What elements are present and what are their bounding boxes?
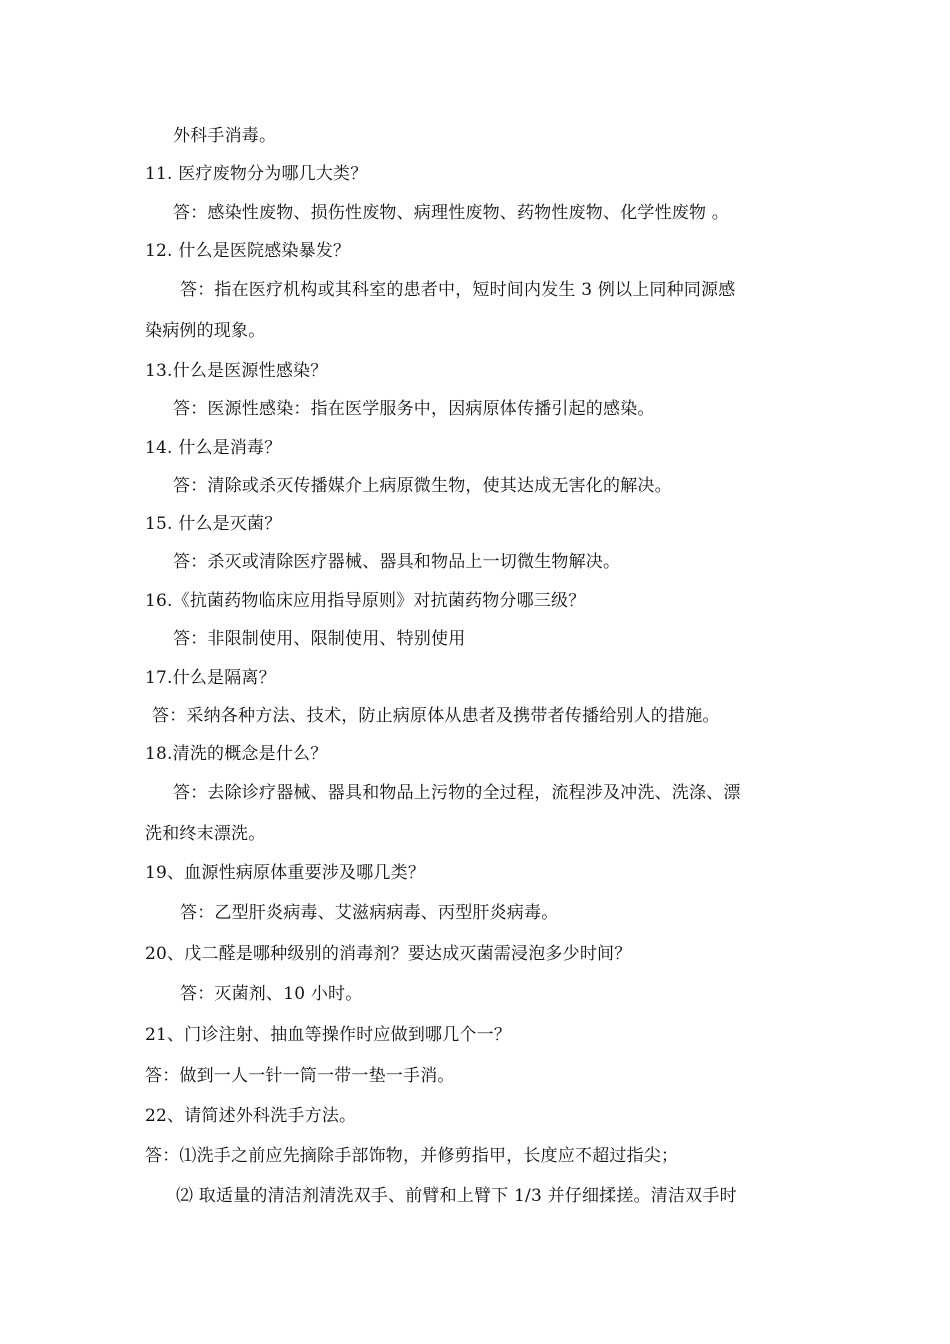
answer-15: 答：杀灭或清除医疗器械、器具和物品上一切微生物解决。 xyxy=(173,552,621,572)
answer-18-continued: 洗和终末漂洗。 xyxy=(145,824,266,844)
answer-17: 答：采纳各种方法、技术，防止病原体从患者及携带者传播给别人的措施。 xyxy=(152,706,720,726)
answer-14: 答：清除或杀灭传播媒介上病原微生物，使其达成无害化的解决。 xyxy=(173,476,672,496)
question-13: 13.什么是医源性感染？ xyxy=(145,361,328,381)
question-19: 19、血源性病原体重要涉及哪几类？ xyxy=(145,863,426,883)
answer-20: 答：灭菌剂、10 小时。 xyxy=(180,984,363,1004)
question-17: 17.什么是隔离？ xyxy=(145,668,276,688)
answer-11: 答：感染性废物、损伤性废物、病理性废物、药物性废物、化学性废物 。 xyxy=(173,203,730,223)
question-18: 18.清洗的概念是什么？ xyxy=(145,744,328,764)
question-21: 21、门诊注射、抽血等操作时应做到哪几个一？ xyxy=(145,1025,512,1045)
answer-21: 答：做到一人一针一筒一带一垫一手消。 xyxy=(145,1066,455,1086)
answer-13: 答：医源性感染：指在医学服务中，因病原体传播引起的感染。 xyxy=(173,399,655,419)
answer-12: 答：指在医疗机构或其科室的患者中，短时间内发生 3 例以上同种同源感 xyxy=(180,280,736,300)
question-14: 14. 什么是消毒？ xyxy=(145,438,282,458)
question-20: 20、戊二醛是哪种级别的消毒剂？要达成灭菌需浸泡多少时间？ xyxy=(145,944,632,964)
question-12: 12. 什么是医院感染暴发？ xyxy=(145,241,351,261)
answer-12-continued: 染病例的现象。 xyxy=(145,321,266,341)
answer-22-step-2: ⑵ 取适量的清洁剂清洗双手、前臂和上臂下 1/3 并仔细揉搓。清洁双手时 xyxy=(176,1186,737,1206)
text-line-continuation: 外科手消毒。 xyxy=(173,126,277,146)
answer-19: 答：乙型肝炎病毒、艾滋病病毒、丙型肝炎病毒。 xyxy=(180,903,559,923)
question-11: 11. 医疗废物分为哪几大类？ xyxy=(145,164,368,184)
answer-22-step-1: 答：⑴洗手之前应先摘除手部饰物，并修剪指甲，长度应不超过指尖； xyxy=(145,1146,679,1166)
question-16: 16.《抗菌药物临床应用指导原则》对抗菌药物分哪三级？ xyxy=(145,591,586,611)
question-15: 15. 什么是灭菌？ xyxy=(145,514,282,534)
answer-16: 答：非限制使用、限制使用、特别使用 xyxy=(173,629,466,649)
answer-18: 答：去除诊疗器械、器具和物品上污物的全过程，流程涉及冲洗、洗涤、漂 xyxy=(173,783,741,803)
question-22: 22、请简述外科洗手方法。 xyxy=(145,1106,357,1126)
